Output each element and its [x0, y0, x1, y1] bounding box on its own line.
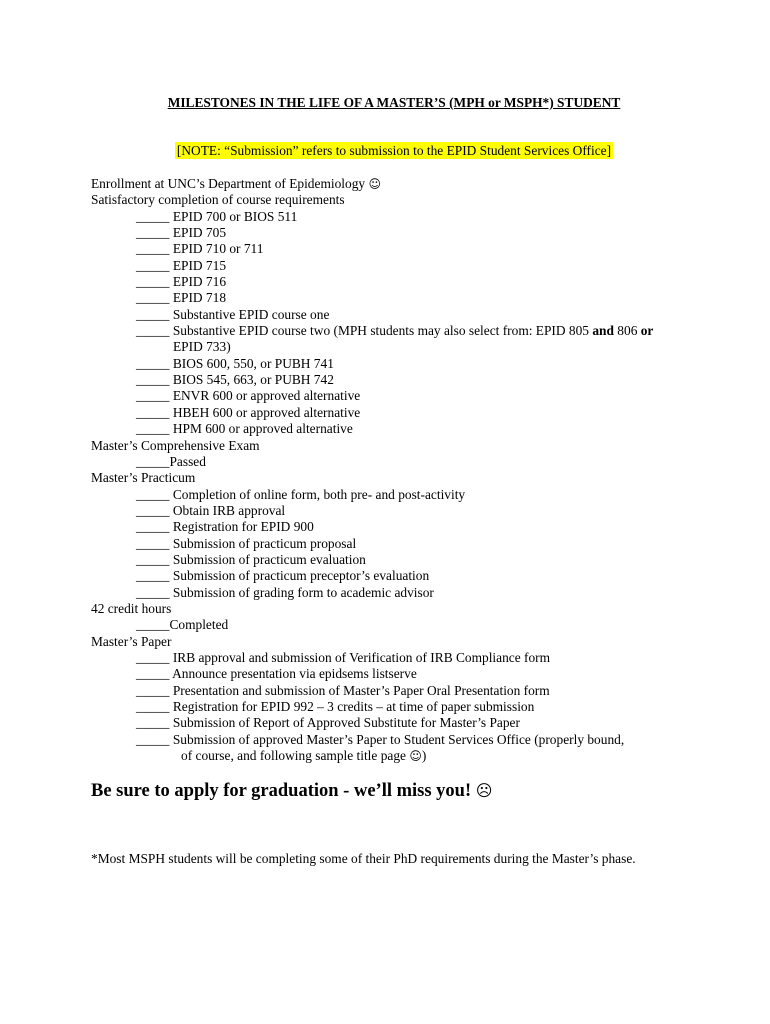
practicum-item: _____ Submission of practicum proposal [136, 535, 357, 551]
document-title: MILESTONES IN THE LIFE OF A MASTER’S (MPH or MSPH*) STUDENT [167, 95, 621, 110]
milestones-list [91, 176, 751, 764]
course-two-continuation: EPID 733) [173, 339, 231, 355]
practicum-heading: Master’s Practicum [91, 470, 196, 486]
graduation-reminder [91, 781, 492, 802]
exam-item: _____Passed [136, 453, 206, 469]
course-two-or: or [640, 323, 654, 339]
credits-heading: 42 credit hours [91, 600, 172, 616]
exam-heading: Master’s Comprehensive Exam [91, 437, 260, 453]
paper-item: _____ Announce presentation via epidsems listserve [136, 666, 417, 682]
courses-heading: Satisfactory completion of course requirements [91, 192, 345, 208]
enrollment-text: Enrollment at UNC’s Department of Epidemiology [91, 176, 366, 191]
practicum-item: _____ Submission of grading form to academic advisor [136, 584, 434, 600]
credits-item: _____Completed [136, 617, 229, 633]
paper-item: _____ Presentation and submission of Master’s Paper Oral Presentation form [136, 682, 550, 698]
course-two-text: _____ Substantive EPID course two (MPH students may also select from: EPID 805 [136, 323, 593, 339]
paper-cont-suffix: ) [421, 748, 427, 764]
course-item: _____ Substantive EPID course one [136, 306, 330, 322]
practicum-item: _____ Submission of practicum preceptor’s evaluation [136, 568, 430, 584]
enrollment-line [91, 176, 751, 192]
smiley-icon: ☺ [368, 177, 381, 191]
course-item: _____ EPID 718 [136, 290, 227, 306]
paper-item: _____ Registration for EPID 992 – 3 credits – at time of paper submission [136, 699, 535, 714]
highlighted-note: [NOTE: “Submission” refers to submission to the EPID Student Services Office] [176, 143, 612, 158]
paper-item: _____ IRB approval and submission of Verification of IRB Compliance form [136, 649, 551, 665]
course-item: _____ BIOS 600, 550, or PUBH 741 [136, 355, 334, 371]
practicum-item: _____ Completion of online form, both pre- and post-activity [136, 486, 466, 502]
footnote: *Most MSPH students will be completing some of their PhD requirements during the Master’s phase. [91, 851, 636, 866]
smiley-icon: ☺ [409, 749, 422, 764]
course-item: _____ HPM 600 or approved alternative [136, 421, 353, 437]
course-item: _____ HBEH 600 or approved alternative [136, 404, 361, 420]
course-item: _____ EPID 715 [136, 257, 227, 273]
course-two-and: and [592, 323, 614, 339]
course-item: _____ BIOS 545, 663, or PUBH 742 [136, 372, 334, 388]
paper-item: _____ Submission of Report of Approved Substitute for Master’s Paper [136, 715, 520, 731]
course-two-mid: 806 [613, 323, 641, 339]
paper-item: _____ Submission of approved Master’s Paper to Student Services Office (properly bound, [136, 731, 625, 747]
paper-item-continuation [91, 748, 751, 764]
practicum-item: _____ Obtain IRB approval [136, 502, 286, 518]
course-item: _____ ENVR 600 or approved alternative [136, 388, 361, 404]
frown-icon: ☹ [475, 781, 493, 800]
course-item: _____ EPID 700 or BIOS 511 [136, 208, 298, 224]
course-item: _____ EPID 710 or 711 [136, 241, 264, 257]
note-container [0, 143, 770, 159]
course-item: _____ EPID 705 [136, 225, 227, 241]
practicum-item: _____ Registration for EPID 900 [136, 519, 314, 535]
course-item-course-two [91, 323, 751, 339]
graduation-text: Be sure to apply for graduation - we’ll miss you! [91, 781, 476, 801]
course-item: _____ EPID 716 [136, 274, 227, 290]
paper-heading: Master’s Paper [91, 633, 172, 649]
paper-cont-text: of course, and following sample title page [181, 748, 410, 764]
practicum-item: _____ Submission of practicum evaluation [136, 551, 366, 567]
